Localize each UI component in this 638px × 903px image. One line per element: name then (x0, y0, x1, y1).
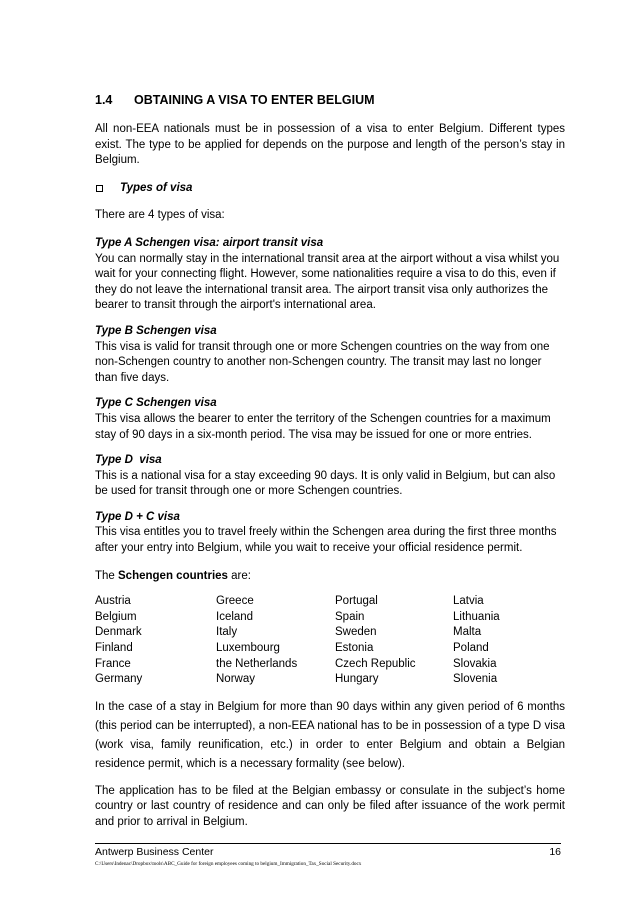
countries-intro-before: The (95, 569, 119, 582)
country: Finland (95, 642, 133, 655)
countries-column (216, 594, 335, 688)
country: Luxembourg (216, 642, 280, 655)
country: Austria (95, 595, 131, 608)
country: Sweden (335, 626, 377, 639)
countries-column (335, 594, 453, 688)
visa-type-text: This visa entitles you to travel freely within the Schengen area during the first three months after your entry into Belgium, while you wait to receive your official residence permit. (95, 526, 557, 555)
visa-type-dc (95, 510, 565, 557)
page-footer (95, 843, 561, 867)
visa-type-title: Type A Schengen visa: airport transit visa (95, 236, 324, 249)
country: Slovenia (453, 673, 498, 686)
visa-type-title: Type D + C visa (95, 510, 180, 523)
visa-type-b (95, 324, 565, 386)
country: Estonia (335, 642, 374, 655)
visa-type-c (95, 396, 565, 443)
country: Malta (453, 626, 482, 639)
bullet-heading-text: Types of visa (120, 181, 193, 194)
section-heading (95, 93, 555, 107)
visa-type-text: This visa is valid for transit through one or more Schengen countries on the way from one non-Schengen country to another non-Schengen country. The transit may last no longer than five days. (95, 340, 550, 384)
section-number: 1.4 (95, 93, 113, 107)
countries-intro (95, 569, 565, 585)
country: Germany (95, 673, 143, 686)
bullet-heading (95, 181, 565, 197)
stay-paragraph: In the case of a stay in Belgium for more than 90 days within any given period of 6 months (this period can be interrupted), a non-EEA national has to be in possession of a type D visa (work visa, family reunification, etc.) in order to enter Belgium and obtain a Belgian residence permit, which is a necessary formality (see below). (95, 700, 565, 770)
checkbox-bullet-icon (96, 185, 103, 192)
country: Spain (335, 610, 365, 623)
types-intro: There are 4 types of visa: (95, 209, 225, 222)
country: Iceland (216, 610, 254, 623)
country: Slovakia (453, 657, 497, 670)
country: Portugal (335, 595, 378, 608)
countries-column (95, 594, 216, 688)
visa-type-text: You can normally stay in the international transit area at the airport without a visa whilst you wait for your connecting flight. However, some nationalities require a visa to do this, even if they do not leave the international transit area. The airport transit visa only authorizes the bearer to transit through the airport's international area. (95, 252, 560, 312)
visa-type-a (95, 236, 565, 314)
visa-type-text: This is a national visa for a stay exceeding 90 days. It is only valid in Belgium, but can also be used for transit through one or more Schengen countries. (95, 469, 556, 498)
country: the Netherlands (216, 657, 298, 670)
page-number: 16 (549, 846, 561, 858)
country: Greece (216, 595, 254, 608)
countries-column (453, 594, 565, 688)
document-body (95, 122, 565, 831)
countries-intro-after: are: (227, 569, 251, 582)
country: Latvia (453, 595, 484, 608)
country: Italy (216, 626, 238, 639)
visa-type-d (95, 453, 565, 500)
section-title: OBTAINING A VISA TO ENTER BELGIUM (134, 93, 375, 107)
application-paragraph: The application has to be filed at the Belgian embassy or consulate in the subject’s home country or last country of residence and can only be filed after issuance of the work permit and prior to arrival in Belgium. (95, 784, 565, 828)
countries-intro-bold: Schengen countries (118, 569, 228, 582)
country: Hungary (335, 673, 379, 686)
visa-type-title: Type D visa (95, 454, 162, 467)
countries-list (95, 594, 565, 688)
footer-file-path: C:\Users\Indenac\Dropbox\tools\ABC_Guide for foreign employees coming to belgium_Immigration_Tax_Social Security.docx (95, 861, 362, 867)
country: Czech Republic (335, 657, 416, 670)
country: Norway (216, 673, 255, 686)
visa-type-text: This visa allows the bearer to enter the territory of the Schengen countries for a maximum stay of 90 days in a six-month period. The visa may be issued for one or more entries. (95, 412, 551, 441)
footer-company: Antwerp Business Center (95, 846, 214, 858)
visa-type-title: Type C Schengen visa (95, 397, 217, 410)
country: France (95, 657, 131, 670)
visa-type-title: Type B Schengen visa (95, 324, 217, 337)
country: Lithuania (453, 610, 500, 623)
intro-paragraph: All non-EEA nationals must be in possession of a visa to enter Belgium. Different types exist. The type to be applied for depends on the purpose and length of the person’s stay in Belgium. (95, 123, 565, 167)
country: Belgium (95, 610, 137, 623)
country: Poland (453, 642, 489, 655)
country: Denmark (95, 626, 142, 639)
